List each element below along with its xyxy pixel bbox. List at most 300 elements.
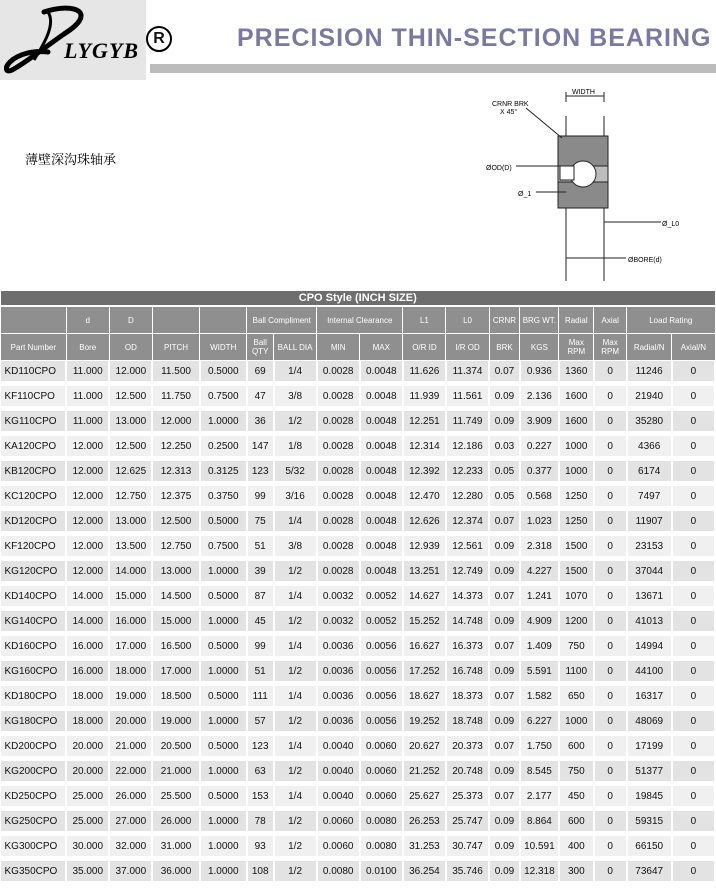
table-cell: 12.250 [152, 434, 199, 459]
table-caption-row [1, 291, 716, 306]
table-cell: 650 [559, 684, 594, 709]
table-cell: 25.500 [152, 784, 199, 809]
part-number-cell: KD250CPO [1, 784, 67, 809]
table-cell: 1/4 [274, 784, 317, 809]
table-cell: 1200 [559, 609, 594, 634]
part-number-cell: KD200CPO [1, 734, 67, 759]
table-cell: 15.252 [403, 609, 446, 634]
table-cell: 750 [559, 634, 594, 659]
table-cell: 0.0048 [360, 434, 403, 459]
header-axial: Axial [594, 306, 627, 334]
table-cell: 14.748 [446, 609, 489, 634]
table-cell: 0.377 [520, 459, 559, 484]
table-cell: 1/4 [274, 509, 317, 534]
table-cell: 1/4 [274, 584, 317, 609]
table-row [1, 659, 716, 684]
table-cell: 0.0080 [360, 809, 403, 834]
table-cell: 1/2 [274, 559, 317, 584]
table-cell: 0.5000 [200, 361, 247, 384]
table-cell: 19845 [627, 784, 672, 809]
table-cell: 36.254 [403, 859, 446, 884]
table-cell: 0.07 [489, 784, 520, 809]
table-cell: 14.000 [66, 609, 109, 634]
page-title: PRECISION THIN-SECTION BEARING [237, 24, 712, 52]
table-cell: 0.0048 [360, 559, 403, 584]
title-rule [150, 64, 716, 73]
table-cell: 0.07 [489, 634, 520, 659]
table-cell: 14.000 [66, 584, 109, 609]
table-cell: 20.000 [66, 759, 109, 784]
table-cell: 12.000 [66, 559, 109, 584]
table-cell: 14.373 [446, 584, 489, 609]
header-blank [200, 306, 247, 334]
table-row [1, 734, 716, 759]
table-cell: 0.09 [489, 859, 520, 884]
bearing-section-diagram [486, 86, 701, 286]
table-cell: 59315 [627, 809, 672, 834]
table-cell: 1.0000 [200, 859, 247, 884]
table-cell: 12.186 [446, 434, 489, 459]
table-cell: 1/2 [274, 809, 317, 834]
column-header: I/R OD [446, 334, 489, 361]
table-cell: 87 [247, 584, 274, 609]
table-cell: 0 [594, 809, 627, 834]
table-cell: 0 [594, 509, 627, 534]
table-cell: 25.000 [66, 809, 109, 834]
table-cell: 0.0056 [360, 684, 403, 709]
header-D: D [109, 306, 152, 334]
table-cell: 2.318 [520, 534, 559, 559]
table-cell: 147 [247, 434, 274, 459]
table-cell: 1250 [559, 484, 594, 509]
table-cell: 12.251 [403, 409, 446, 434]
part-number-cell: KG160CPO [1, 659, 67, 684]
table-row [1, 859, 716, 884]
table-cell: 0 [672, 409, 715, 434]
table-cell: 16.373 [446, 634, 489, 659]
table-cell: 12.233 [446, 459, 489, 484]
table-cell: 21.000 [109, 734, 152, 759]
table-row [1, 434, 716, 459]
table-cell: 25.747 [446, 809, 489, 834]
table-cell: 0.0060 [360, 784, 403, 809]
table-cell: 17199 [627, 734, 672, 759]
table-cell: 99 [247, 484, 274, 509]
table-cell: 20.500 [152, 734, 199, 759]
table-cell: 11.750 [152, 384, 199, 409]
table-cell: 13.000 [152, 559, 199, 584]
table-cell: 0.7500 [200, 534, 247, 559]
table-cell: 0.0028 [317, 409, 360, 434]
column-header: MIN [317, 334, 360, 361]
table-row [1, 684, 716, 709]
table-cell: 0.5000 [200, 684, 247, 709]
table-cell: 1/2 [274, 759, 317, 784]
table-cell: 13.500 [109, 534, 152, 559]
table-cell: 6.227 [520, 709, 559, 734]
table-cell: 16.627 [403, 634, 446, 659]
table-cell: 12.561 [446, 534, 489, 559]
table-cell: 31.000 [152, 834, 199, 859]
table-cell: 153 [247, 784, 274, 809]
table-cell: 0.0028 [317, 361, 360, 384]
table-cell: 13.251 [403, 559, 446, 584]
table-cell: 1.0000 [200, 834, 247, 859]
part-number-cell: KC120CPO [1, 484, 67, 509]
table-cell: 1250 [559, 509, 594, 534]
table-cell: 0.0036 [317, 709, 360, 734]
table-cell: 1/2 [274, 609, 317, 634]
table-cell: 600 [559, 809, 594, 834]
table-cell: 12.750 [152, 534, 199, 559]
part-number-cell: KG140CPO [1, 609, 67, 634]
table-cell: 0.568 [520, 484, 559, 509]
table-cell: 0.07 [489, 509, 520, 534]
table-cell: 0 [672, 509, 715, 534]
table-cell: 36 [247, 409, 274, 434]
table-cell: 93 [247, 834, 274, 859]
table-cell: 450 [559, 784, 594, 809]
table-cell: 0.0028 [317, 384, 360, 409]
table-cell: 7497 [627, 484, 672, 509]
table-cell: 0.0048 [360, 459, 403, 484]
table-cell: 0.09 [489, 834, 520, 859]
table-row [1, 534, 716, 559]
table-cell: 11246 [627, 361, 672, 384]
column-header: PITCH [152, 334, 199, 361]
column-header: O/R ID [403, 334, 446, 361]
table-cell: 37044 [627, 559, 672, 584]
table-cell: 0.3750 [200, 484, 247, 509]
registered-mark: R [146, 26, 172, 52]
table-cell: 0.0052 [360, 584, 403, 609]
table-cell: 16.000 [109, 609, 152, 634]
table-cell: 0 [672, 534, 715, 559]
table-cell: 12.000 [109, 361, 152, 384]
table-cell: 12.750 [109, 484, 152, 509]
table-cell: 44100 [627, 659, 672, 684]
table-cell: 26.000 [109, 784, 152, 809]
table-cell: 0 [672, 634, 715, 659]
table-cell: 0 [672, 559, 715, 584]
table-cell: 45 [247, 609, 274, 634]
table-cell: 1.0000 [200, 759, 247, 784]
table-cell: 11.000 [66, 361, 109, 384]
part-number-cell: KG250CPO [1, 809, 67, 834]
table-cell: 0.0028 [317, 559, 360, 584]
table-cell: 0.0032 [317, 584, 360, 609]
table-cell: 37.000 [109, 859, 152, 884]
table-cell: 57 [247, 709, 274, 734]
table-cell: 12.318 [520, 859, 559, 884]
table-cell: 66150 [627, 834, 672, 859]
table-cell: 20.627 [403, 734, 446, 759]
table-cell: 0 [594, 484, 627, 509]
header-d: d [66, 306, 109, 334]
table-cell: 12.374 [446, 509, 489, 534]
header-internal-clearance: Internal Clearance [317, 306, 403, 334]
table-cell: 11.939 [403, 384, 446, 409]
table-cell: 1000 [559, 434, 594, 459]
table-cell: 0.07 [489, 584, 520, 609]
table-cell: 0.0100 [360, 859, 403, 884]
table-cell: 0 [594, 434, 627, 459]
table-cell: 0 [594, 759, 627, 784]
table-cell: 1/4 [274, 361, 317, 384]
part-number-cell: KG180CPO [1, 709, 67, 734]
table-cell: 20.000 [109, 709, 152, 734]
part-number-cell: KG120CPO [1, 559, 67, 584]
table-cell: 25.373 [446, 784, 489, 809]
table-row [1, 809, 716, 834]
table-cell: 39 [247, 559, 274, 584]
table-cell: 11.626 [403, 361, 446, 384]
table-cell: 0 [672, 584, 715, 609]
table-cell: 19.000 [109, 684, 152, 709]
table-cell: 13.000 [109, 409, 152, 434]
table-cell: 63 [247, 759, 274, 784]
table-cell: 12.375 [152, 484, 199, 509]
table-cell: 0 [672, 609, 715, 634]
table-cell: 0.03 [489, 434, 520, 459]
table-cell: 1070 [559, 584, 594, 609]
table-cell: 12.313 [152, 459, 199, 484]
table-cell: 12.392 [403, 459, 446, 484]
table-row [1, 459, 716, 484]
table-cell: 17.252 [403, 659, 446, 684]
table-cell: 12.280 [446, 484, 489, 509]
table-cell: 16.500 [152, 634, 199, 659]
table-cell: 14.000 [109, 559, 152, 584]
table-cell: 12.625 [109, 459, 152, 484]
header-L0: L0 [446, 306, 489, 334]
table-cell: 5.591 [520, 659, 559, 684]
part-number-cell: KG300CPO [1, 834, 67, 859]
table-cell: 0.0048 [360, 509, 403, 534]
label-od: ØOD(D) [486, 165, 512, 172]
table-cell: 123 [247, 734, 274, 759]
header-radial: Radial [559, 306, 594, 334]
table-cell: 1500 [559, 559, 594, 584]
header-row-2 [1, 334, 716, 361]
header-blank [1, 306, 67, 334]
table-cell: 1/2 [274, 409, 317, 434]
table-cell: 75 [247, 509, 274, 534]
column-header: Bore [66, 334, 109, 361]
table-cell: 69 [247, 361, 274, 384]
table-cell: 400 [559, 834, 594, 859]
table-cell: 0.09 [489, 534, 520, 559]
column-header: Ball QTY [247, 334, 274, 361]
table-cell: 19.252 [403, 709, 446, 734]
table-cell: 0.0056 [360, 709, 403, 734]
table-cell: 1.023 [520, 509, 559, 534]
table-cell: 1.409 [520, 634, 559, 659]
table-cell: 47 [247, 384, 274, 409]
header-load-rating: Load Rating [627, 306, 715, 334]
table-cell: 1000 [559, 459, 594, 484]
table-cell: 0.07 [489, 361, 520, 384]
table-cell: 0.3125 [200, 459, 247, 484]
table-caption: CPO Style (INCH SIZE) [1, 291, 716, 306]
table-cell: 35.000 [66, 859, 109, 884]
table-cell: 22.000 [109, 759, 152, 784]
table-cell: 3/8 [274, 384, 317, 409]
table-row [1, 361, 716, 384]
table-cell: 0 [672, 684, 715, 709]
table-cell: 1.0000 [200, 609, 247, 634]
table-cell: 0.0080 [360, 834, 403, 859]
table-cell: 11.374 [446, 361, 489, 384]
table-cell: 41013 [627, 609, 672, 634]
table-cell: 14.500 [152, 584, 199, 609]
table-cell: 12.000 [66, 509, 109, 534]
table-cell: 26.000 [152, 809, 199, 834]
table-cell: 0.09 [489, 809, 520, 834]
table-cell: 5/32 [274, 459, 317, 484]
table-row [1, 509, 716, 534]
table-cell: 13.000 [109, 509, 152, 534]
table-cell: 30.747 [446, 834, 489, 859]
table-cell: 0 [672, 784, 715, 809]
part-number-cell: KD180CPO [1, 684, 67, 709]
table-cell: 0.09 [489, 384, 520, 409]
table-cell: 0.09 [489, 409, 520, 434]
table-cell: 32.000 [109, 834, 152, 859]
table-cell: 0.0060 [317, 809, 360, 834]
table-cell: 1500 [559, 534, 594, 559]
table-cell: 23153 [627, 534, 672, 559]
table-cell: 0.0080 [317, 859, 360, 884]
table-cell: 0.5000 [200, 734, 247, 759]
table-cell: 13671 [627, 584, 672, 609]
table-cell: 0.07 [489, 684, 520, 709]
page-header [0, 0, 716, 80]
table-cell: 0.2500 [200, 434, 247, 459]
table-cell: 0.0040 [317, 734, 360, 759]
table-cell: 1.582 [520, 684, 559, 709]
column-header: BRK [489, 334, 520, 361]
table-cell: 21940 [627, 384, 672, 409]
table-cell: 0.0048 [360, 384, 403, 409]
table-cell: 0 [594, 559, 627, 584]
part-number-cell: KG110CPO [1, 409, 67, 434]
table-cell: 11.561 [446, 384, 489, 409]
table-cell: 0.09 [489, 759, 520, 784]
table-cell: 0 [594, 534, 627, 559]
table-cell: 12.314 [403, 434, 446, 459]
table-row [1, 759, 716, 784]
table-cell: 8.545 [520, 759, 559, 784]
column-header: Max RPM [594, 334, 627, 361]
table-cell: 0.0056 [360, 659, 403, 684]
table-cell: 12.470 [403, 484, 446, 509]
label-x45: X 45° [500, 109, 518, 116]
table-cell: 11.749 [446, 409, 489, 434]
table-cell: 0 [672, 434, 715, 459]
column-header: Part Number [1, 334, 67, 361]
table-cell: 0.0040 [317, 759, 360, 784]
table-cell: 3/16 [274, 484, 317, 509]
column-header: Max RPM [559, 334, 594, 361]
table-row [1, 709, 716, 734]
column-header: WIDTH [200, 334, 247, 361]
header-L1: L1 [403, 306, 446, 334]
table-row [1, 634, 716, 659]
table-cell: 111 [247, 684, 274, 709]
table-cell: 0.227 [520, 434, 559, 459]
column-header: KGS [520, 334, 559, 361]
table-cell: 18.000 [109, 659, 152, 684]
table-cell: 15.000 [109, 584, 152, 609]
table-cell: 20.373 [446, 734, 489, 759]
table-cell: 12.500 [109, 384, 152, 409]
table-cell: 1/2 [274, 834, 317, 859]
table-cell: 600 [559, 734, 594, 759]
part-number-cell: KB120CPO [1, 459, 67, 484]
table-cell: 1.0000 [200, 559, 247, 584]
label-width: WIDTH [572, 89, 595, 96]
table-row [1, 559, 716, 584]
table-cell: 12.000 [66, 434, 109, 459]
table-cell: 18.500 [152, 684, 199, 709]
table-cell: 4.227 [520, 559, 559, 584]
label-l1: Ø_1 [518, 191, 532, 198]
table-cell: 1600 [559, 409, 594, 434]
table-cell: 15.000 [152, 609, 199, 634]
table-cell: 8.864 [520, 809, 559, 834]
table-cell: 20.000 [66, 734, 109, 759]
table-cell: 0 [594, 384, 627, 409]
table-cell: 16.000 [66, 634, 109, 659]
table-cell: 0.7500 [200, 384, 247, 409]
table-cell: 0.0036 [317, 684, 360, 709]
table-cell: 1600 [559, 384, 594, 409]
table-cell: 0 [672, 659, 715, 684]
header-crnr: CRNR [489, 306, 520, 334]
table-cell: 51 [247, 659, 274, 684]
table-cell: 0 [594, 659, 627, 684]
table-cell: 0.0028 [317, 459, 360, 484]
spec-table-wrapper [0, 291, 716, 886]
header-row-1 [1, 306, 716, 334]
table-cell: 16317 [627, 684, 672, 709]
table-cell: 0.0060 [360, 759, 403, 784]
table-cell: 0 [594, 459, 627, 484]
table-cell: 20.748 [446, 759, 489, 784]
table-cell: 0.05 [489, 484, 520, 509]
table-cell: 0.07 [489, 734, 520, 759]
table-cell: 25.000 [66, 784, 109, 809]
table-cell: 1/4 [274, 684, 317, 709]
table-cell: 0.5000 [200, 784, 247, 809]
table-cell: 3.909 [520, 409, 559, 434]
table-cell: 1/2 [274, 859, 317, 884]
table-cell: 0.0060 [317, 834, 360, 859]
label-l0: Ø_L0 [662, 221, 680, 228]
table-cell: 1/4 [274, 734, 317, 759]
table-cell: 35280 [627, 409, 672, 434]
column-header: Axial/N [672, 334, 715, 361]
table-cell: 11.000 [66, 409, 109, 434]
table-cell: 1.241 [520, 584, 559, 609]
table-cell: 0.09 [489, 659, 520, 684]
table-cell: 1/2 [274, 709, 317, 734]
table-cell: 0 [672, 834, 715, 859]
table-cell: 0 [672, 459, 715, 484]
table-row [1, 484, 716, 509]
table-cell: 51377 [627, 759, 672, 784]
